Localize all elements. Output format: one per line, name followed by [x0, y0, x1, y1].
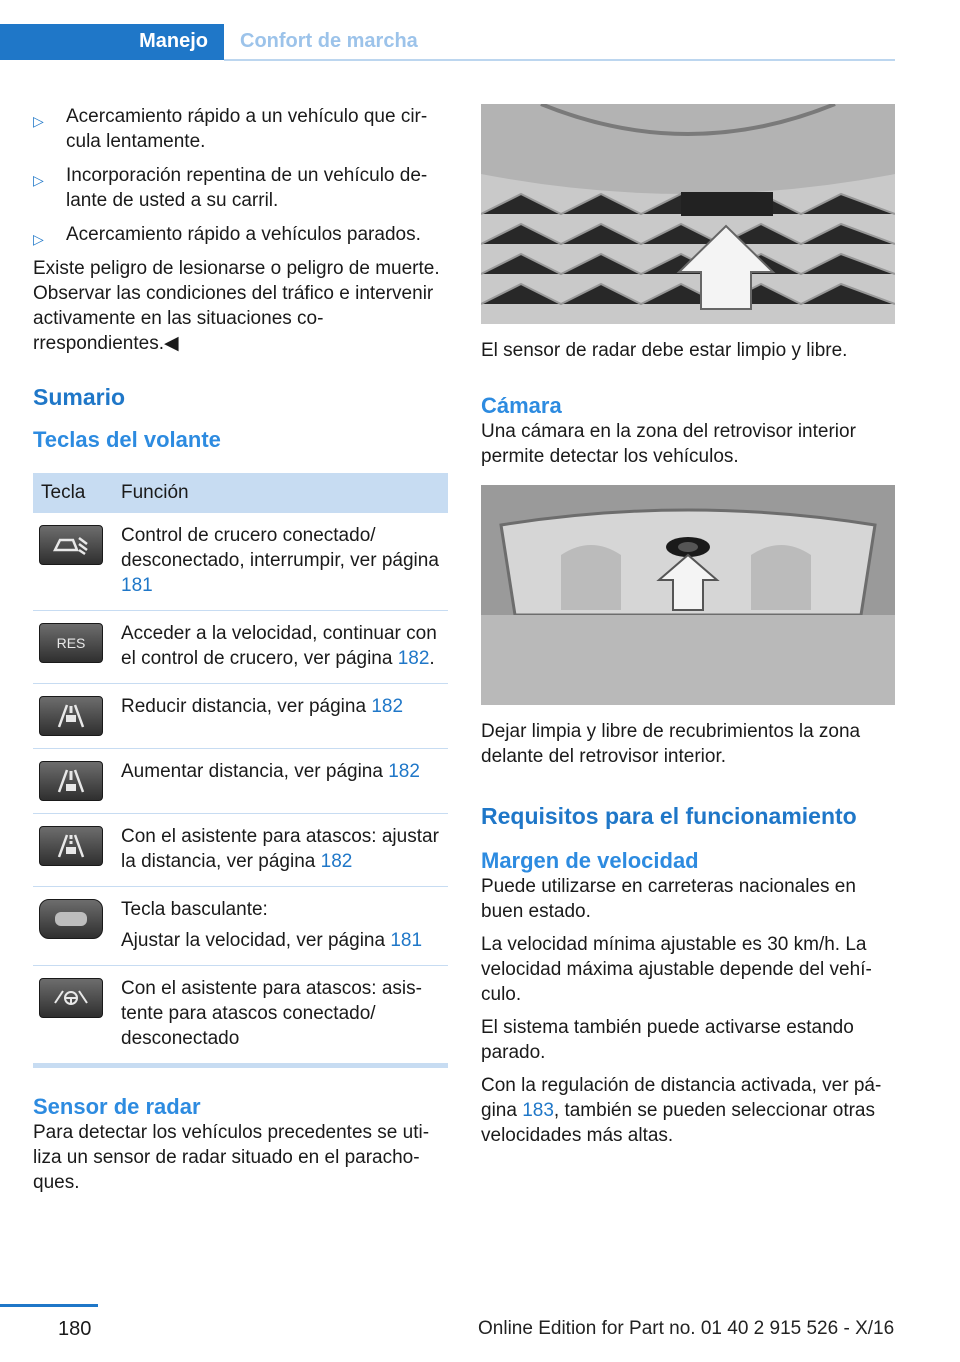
page-link[interactable]: 182 — [371, 696, 404, 717]
section-heading-sumario: Sumario — [33, 384, 126, 410]
tab-confort-de-marcha[interactable]: Confort de marcha — [240, 30, 418, 52]
list-item: ▷ Incorporación repentina de un vehículo delante de usted a su carril. — [33, 165, 428, 211]
tab-manejo[interactable] — [0, 24, 224, 60]
camera-photo — [481, 485, 895, 705]
column-header-funcion: Función — [113, 473, 448, 513]
page-link[interactable]: 181 — [121, 575, 153, 596]
bullet-triangle-icon: ▷ — [33, 231, 44, 247]
increase-distance-icon — [39, 761, 103, 801]
table-row: Tecla basculante: Ajustar la velocidad, ver página 181 — [33, 887, 448, 966]
table-row: Con el asistente para atascos: asistente para atascos conectado/ desconectado — [33, 966, 448, 1064]
table-row: RES Acceder a la velocidad, continuar con el control de crucero, ver página 182. — [33, 611, 448, 684]
warning-text: Existe peligro de lesionarse o peligro de muerte. Observar las condiciones del tráfico e intervenir activamente en las situaciones correspondientes.◀ — [33, 258, 440, 354]
radar-sensor-photo — [481, 104, 895, 324]
page-header — [0, 24, 895, 62]
right-column — [481, 104, 895, 1156]
traffic-jam-assist-icon — [39, 978, 103, 1018]
page-link[interactable]: 182 — [320, 851, 353, 872]
page-link[interactable]: 182 — [397, 648, 430, 669]
steering-keys-table — [33, 473, 448, 1063]
subheading-sensor-radar: Sensor de radar — [33, 1094, 201, 1119]
rocker-switch-icon — [39, 899, 103, 939]
header-rule — [224, 59, 895, 61]
res-button-icon: RES — [39, 623, 103, 663]
list-item: ▷ Acercamiento rápido a vehículos parados. — [33, 222, 448, 247]
subheading-teclas-volante: Teclas del volante — [33, 427, 221, 452]
traffic-jam-distance-icon — [39, 826, 103, 866]
speed-paragraph-2: La velocidad mínima ajustable es 30 km/h. La velocidad máxima ajustable depende del vehículo. — [481, 934, 872, 1005]
footer-rule — [0, 1304, 98, 1307]
page-link[interactable]: 183 — [522, 1100, 554, 1121]
page-link[interactable]: 181 — [390, 930, 423, 951]
table-row: Aumentar distancia, ver página 182 — [33, 749, 448, 814]
section-heading-requisitos: Requisitos para el funcionamiento — [481, 803, 857, 829]
table-row: Con el asistente para atascos: ajustar la distancia, ver página 182 — [33, 814, 448, 887]
subheading-camara: Cámara — [481, 393, 562, 418]
cruise-control-icon — [39, 525, 103, 565]
bullet-triangle-icon: ▷ — [33, 172, 44, 188]
camera-caption: Dejar limpia y libre de recubrimientos la zona delante del retrovisor interior. — [481, 721, 861, 767]
column-header-tecla: Tecla — [33, 473, 113, 513]
subheading-margen-velocidad: Margen de velocidad — [481, 848, 699, 873]
camera-text: Una cámara en la zona del retrovisor interior permite detectar los vehículos. — [481, 421, 856, 467]
table-row: Reducir distancia, ver página 182 — [33, 684, 448, 749]
radar-text: Para detectar los vehículos precedentes se utiliza un sensor de radar situado en el parachoques. — [33, 1122, 430, 1193]
radar-caption: El sensor de radar debe estar limpio y libre. — [481, 340, 848, 361]
tab-manejo-label: Manejo — [139, 30, 208, 52]
warning-bullets — [33, 104, 448, 247]
footer-edition: Online Edition for Part no. 01 40 2 915 526 - X/16 — [478, 1318, 895, 1339]
speed-paragraph-1: Puede utilizarse en carreteras nacionales en buen estado. — [481, 876, 856, 922]
table-end-rule — [33, 1063, 448, 1068]
reduce-distance-icon — [39, 696, 103, 736]
table-row: Control de crucero conectado/ desconectado, interrumpir, ver página 181 — [33, 513, 448, 611]
list-item: ▷ Acercamiento rápido a un vehículo que circula lentamente. — [33, 106, 428, 152]
page-number: 180 — [58, 1318, 92, 1340]
left-column — [33, 104, 448, 1203]
speed-paragraph-4: Con la regulación de distancia activada, ver página 183, también se pueden seleccionar otras velocidades más altas. — [481, 1075, 882, 1146]
bullet-triangle-icon: ▷ — [33, 113, 44, 129]
speed-paragraph-3: El sistema también puede activarse estando parado. — [481, 1017, 854, 1063]
page-link[interactable]: 182 — [388, 761, 420, 782]
